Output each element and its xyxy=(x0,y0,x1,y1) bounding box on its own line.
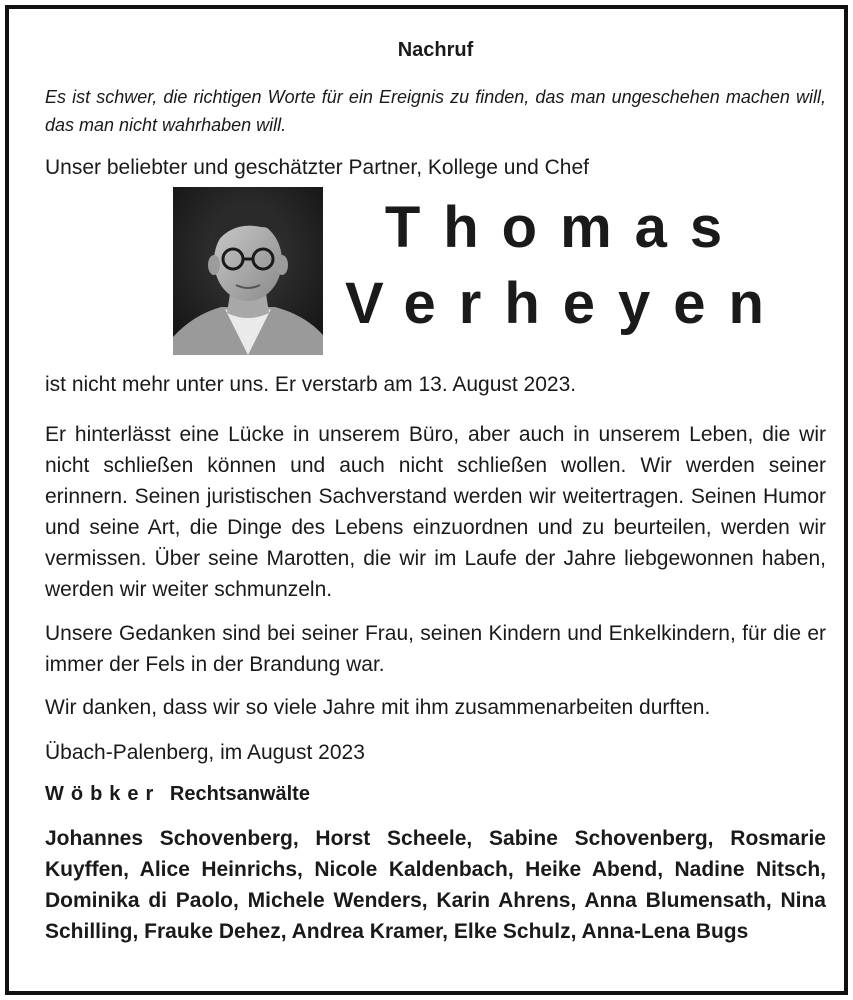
deceased-last-name: Verheyen xyxy=(345,271,787,336)
place-and-date: Übach-Palenberg, im August 2023 xyxy=(45,741,365,764)
firm-suffix: Rechtsanwälte xyxy=(169,783,310,805)
notice-heading: Nachruf xyxy=(397,39,474,61)
opening-quote: Es ist schwer, die richtigen Worte für ein Ereignis zu finden, das man ungeschehen machen will, das man nicht wahrhaben will. xyxy=(45,87,826,135)
intro-line: Unser beliebter und geschätzter Partner, Kollege und Chef xyxy=(45,156,590,179)
portrait-photo-icon xyxy=(173,187,323,355)
tribute-paragraph-3: Wir danken, dass wir so viele Jahre mit ihm zusammenarbeiten durften. xyxy=(45,696,711,719)
tribute-paragraph-2: Unsere Gedanken sind bei seiner Frau, seinen Kindern und Enkelkindern, für die er immer der Fels in der Brandung war. xyxy=(45,622,826,676)
staff-names: Johannes Schovenberg, Horst Scheele, Sabine Schovenberg, Rosmarie Kuyffen, Alice Heinrichs, Nicole Kaldenbach, Heike Abend, Nadine Nitsch, Dominika di Paolo, Michele Wenders, Karin Ahrens, Anna Blumensath, Nina Schilling, Frauke Dehez, Andrea Kramer, Elke Schulz, Anna-Lena Bugs xyxy=(45,827,826,943)
firm-signature xyxy=(45,779,310,809)
obituary-frame xyxy=(5,5,848,995)
death-announcement: ist nicht mehr unter uns. Er verstarb am 13. August 2023. xyxy=(45,373,577,396)
tribute-paragraph-1: Er hinterlässt eine Lücke in unserem Büro, aber auch in unserem Leben, die wir nicht schließen können und auch nicht schließen wollen. Wir werden seiner erinnern. Seinen juristischen Sachverstand werden wir weitertragen. Seinen Humor und seine Art, die Dinge des Lebens einzuordnen und zu beurteilen, werden wir vermissen. Über seine Marotten, die wir im Laufe der Jahre liebgewonnen haben, werden wir weiter schmunzeln. xyxy=(45,423,826,601)
firm-name: Wöbker xyxy=(45,783,161,805)
deceased-first-name: Thomas xyxy=(384,195,746,260)
